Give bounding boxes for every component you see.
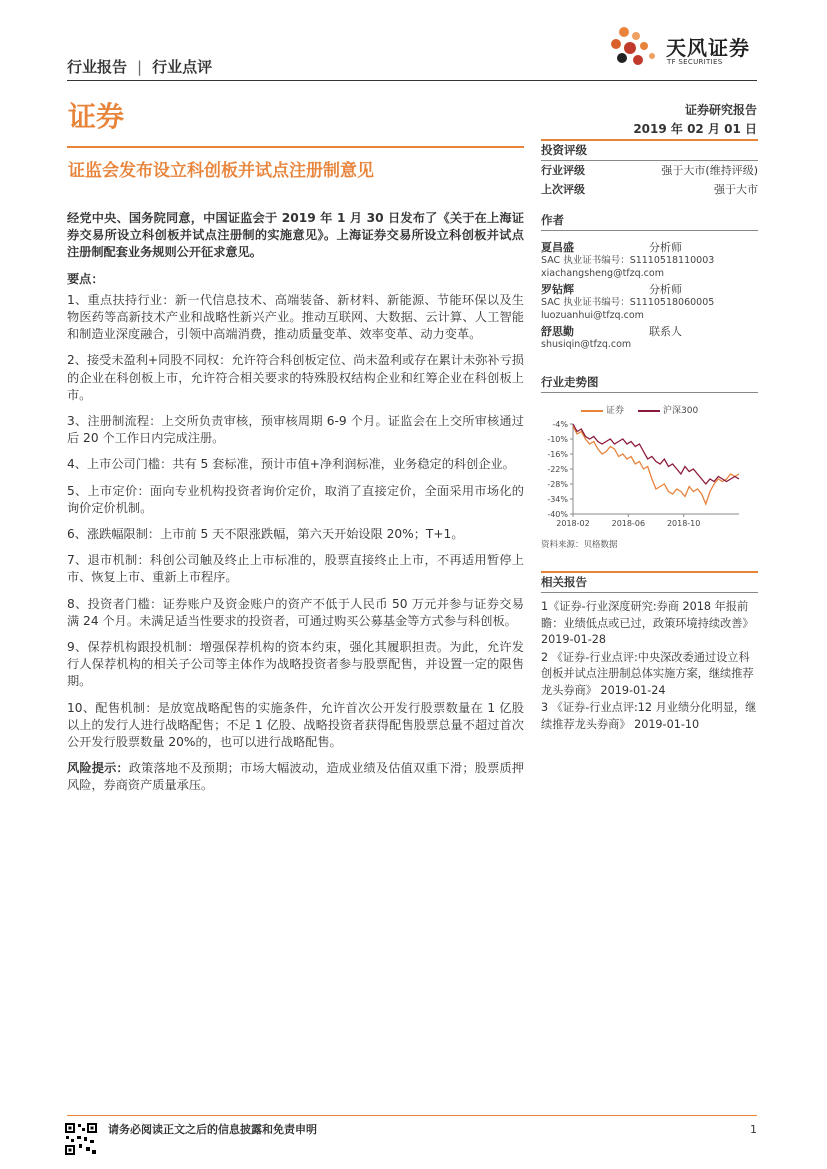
main-body bbox=[67, 210, 524, 804]
point-paragraph: 2、接受未盈利+同股不同权：允许符合科创板定位、尚未盈利或存在累计未弥补亏损的企业在科创板上市，允许符合相关要求的特殊股权结构企业和红筹企业在科创板上市。 bbox=[67, 353, 524, 402]
rating-row bbox=[541, 180, 758, 199]
point-paragraph: 10、配售机制：是放宽战略配售的实施条件，允许首次公开发行股票数量在 1 亿股以上的发行人进行战略配售；不足 1 亿股、战略投资者获得配售股票总量不超过首次公开发行股票数量 20%的，也可以进行战略配售。 bbox=[67, 700, 524, 750]
author-block bbox=[541, 283, 758, 322]
chart-source: 资料来源：贝格数据 bbox=[541, 540, 618, 550]
report-category-label: 行业报告 bbox=[67, 58, 128, 76]
related-header: 相关报告 bbox=[541, 574, 758, 593]
related-title: 3 《证券-行业点评:12 月业绩分化明显，继续推荐龙头券商》 bbox=[541, 701, 757, 731]
qr-module bbox=[90, 1140, 94, 1143]
qr-module bbox=[82, 1128, 85, 1131]
author-block bbox=[541, 325, 758, 351]
author-role: 联系人 bbox=[649, 325, 682, 338]
related-section bbox=[541, 571, 758, 734]
qr-module bbox=[71, 1139, 74, 1142]
header-divider bbox=[67, 80, 757, 81]
related-title: 1《证券-行业深度研究:券商 2018 年报前瞻：业绩低点或已过，政策环境持续改善》 bbox=[541, 600, 754, 630]
rating-row bbox=[541, 161, 758, 180]
logo-dot bbox=[619, 27, 629, 37]
report-date: 2019 年 02 月 01 日 bbox=[633, 122, 757, 136]
logo-text: 天风证券 bbox=[666, 36, 750, 60]
rating-label: 行业评级 bbox=[541, 164, 585, 177]
point-paragraph: 3、注册制流程：上交所负责审核，预审核周期 6-9 个月。证监会在上交所审核通过后 20 个工作日内完成注册。 bbox=[67, 414, 524, 446]
author-name: 夏昌盛 bbox=[541, 241, 574, 254]
point-paragraph: 1、重点扶持行业：新一代信息技术、高端装备、新材料、新能源、节能环保以及生物医药等高新技术产业和战略性新兴产业。推动互联网、大数据、云计算、人工智能和制造业深度融合，引领中高端消费，推动质量变革、效率变革、动力变革。 bbox=[67, 292, 524, 342]
footer-divider bbox=[67, 1115, 757, 1116]
related-item[interactable] bbox=[541, 700, 758, 733]
author-name: 罗钻辉 bbox=[541, 283, 574, 296]
y-tick-label: -40% bbox=[547, 510, 568, 519]
chart-header: 行业走势图 bbox=[541, 374, 758, 393]
x-tick-label: 2018-02 bbox=[556, 519, 590, 528]
series-line-securities bbox=[573, 427, 739, 505]
x-tick-label: 2018-06 bbox=[611, 519, 646, 528]
qr-module bbox=[84, 1137, 87, 1141]
legend-item bbox=[638, 403, 698, 416]
author-email[interactable]: shusiqin@tfzq.com bbox=[541, 339, 632, 350]
logo-dot bbox=[624, 42, 636, 54]
legend-label: 沪深300 bbox=[663, 406, 699, 416]
related-date: 2019-01-10 bbox=[634, 717, 700, 731]
rating-header: 投资评级 bbox=[541, 142, 758, 161]
point-paragraph: 4、上市公司门槛：共有 5 套标准，预计市值+净利润标准，业务稳定的科创企业。 bbox=[67, 457, 515, 472]
key-points-label: 要点： bbox=[67, 271, 104, 286]
qr-module bbox=[79, 1144, 82, 1148]
point-paragraph: 7、退市机制：科创公司触及终止上市标准的，股票直接终止上市，不再适用暂停上市、恢复上市、重新上市程序。 bbox=[67, 553, 524, 585]
qr-module bbox=[78, 1124, 81, 1127]
authors-header: 作者 bbox=[541, 212, 758, 231]
point-paragraph: 5、上市定价：面向专业机构投资者询价定价，取消了直接定价，全面采用市场化的询价定价机制。 bbox=[67, 483, 524, 515]
section-bar bbox=[541, 571, 758, 573]
related-date: 2019-01-24 bbox=[600, 683, 666, 697]
y-tick-label: -28% bbox=[547, 480, 568, 489]
logo-dot bbox=[632, 32, 640, 40]
y-tick-label: -16% bbox=[547, 450, 568, 459]
qr-module bbox=[66, 1136, 69, 1139]
rating-label: 上次评级 bbox=[541, 183, 585, 196]
qr-finder-core bbox=[69, 1149, 72, 1152]
y-tick-label: -10% bbox=[547, 435, 568, 444]
qr-module bbox=[86, 1147, 90, 1151]
y-tick-label: -22% bbox=[547, 465, 568, 474]
report-type: 证券研究报告 bbox=[684, 103, 757, 117]
series-line-csi300 bbox=[573, 424, 739, 484]
section-bar bbox=[541, 139, 758, 141]
qr-finder-core bbox=[91, 1127, 94, 1130]
author-name: 舒思勤 bbox=[541, 325, 574, 338]
point-paragraph: 8、投资者门槛：证券账户及资金账户的资产不低于人民币 50 万元并参与证券交易满 24 个月。未满足适当性要求的投资者，可通过购买公募基金等方式参与科创板。 bbox=[67, 596, 524, 628]
rating-value: 强于大市 bbox=[714, 183, 758, 196]
chart-legend bbox=[581, 403, 758, 416]
title-divider bbox=[67, 146, 524, 148]
author-email[interactable]: luozuanhui@tfzq.com bbox=[541, 310, 644, 321]
y-tick-label: -4% bbox=[552, 420, 568, 429]
page-title: 证监会发布设立科创板并试点注册制意见 bbox=[68, 161, 374, 181]
point-paragraph: 9、保荐机构跟投机制：增强保荐机构的资本约束，强化其履职担责。为此，允许发行人保荐机构的相关子公司等主体作为战略投资者参与股票配售，并设置一定的限售期。 bbox=[67, 640, 524, 689]
qr-module bbox=[77, 1136, 81, 1139]
qr-code-icon[interactable] bbox=[64, 1122, 98, 1156]
author-role: 分析师 bbox=[649, 241, 682, 254]
author-cert: SAC 执业证书编号：S1110518060005 bbox=[541, 297, 715, 308]
industry-name: 证券 bbox=[68, 100, 125, 133]
disclaimer-notice: 请务必阅读正文之后的信息披露和免责申明 bbox=[108, 1123, 317, 1136]
legend-item bbox=[581, 403, 624, 416]
x-tick-label: 2018-10 bbox=[666, 519, 701, 528]
separator: | bbox=[137, 58, 143, 76]
risk-label: 风险提示： bbox=[67, 761, 129, 776]
report-category bbox=[67, 56, 212, 77]
qr-finder-core bbox=[69, 1127, 72, 1130]
author-cert: SAC 执业证书编号：S1110518110003 bbox=[541, 255, 715, 266]
lead-paragraph: 经党中央、国务院同意，中国证监会于 2019 年 1 月 30 日发布了《关于在上海证券交易所设立科创板并试点注册制的实施意见》。上海证券交易所设立科创板并试点注册制配套业务规则公开征求意见。 bbox=[67, 211, 524, 260]
rating-section bbox=[541, 139, 758, 199]
point-paragraph: 6、涨跌幅限制：上市前 5 天不限涨跌幅，第六天开始设限 20%；T+1。 bbox=[67, 527, 464, 542]
logo-dot bbox=[640, 42, 648, 50]
y-tick-label: -34% bbox=[547, 495, 568, 504]
trend-chart bbox=[541, 416, 758, 536]
author-block bbox=[541, 241, 758, 280]
author-role: 分析师 bbox=[649, 283, 682, 296]
legend-swatch bbox=[638, 410, 660, 412]
risk-text: 政策落地不及预期；市场大幅波动，造成业绩及估值双重下滑；股票质押风险，券商资产质量承压。 bbox=[67, 761, 525, 793]
logo-dot bbox=[633, 55, 643, 65]
rating-value: 强于大市(维持评级) bbox=[661, 164, 758, 177]
related-date: 2019-01-28 bbox=[541, 633, 607, 646]
risk-paragraph bbox=[67, 760, 524, 794]
authors-section bbox=[541, 212, 758, 351]
report-subcategory-label: 行业点评 bbox=[152, 58, 213, 76]
logo-subtext: TF SECURITIES bbox=[667, 58, 723, 66]
author-email[interactable]: xiachangsheng@tfzq.com bbox=[541, 268, 664, 279]
logo-dot bbox=[617, 53, 627, 63]
chart-section bbox=[541, 374, 758, 550]
related-title: 2 《证券-行业点评:中央深改委通过设立科创板并试点注册制总体实施方案，继续推荐龙头券商》 bbox=[541, 650, 754, 697]
logo-dot bbox=[611, 39, 621, 49]
logo-dot bbox=[649, 53, 655, 59]
legend-label: 证券 bbox=[606, 406, 625, 416]
related-item[interactable] bbox=[541, 650, 758, 700]
legend-swatch bbox=[581, 410, 603, 412]
related-list bbox=[541, 599, 758, 733]
related-item[interactable] bbox=[541, 599, 758, 649]
qr-module bbox=[92, 1150, 96, 1154]
page-number: 1 bbox=[750, 1123, 757, 1136]
